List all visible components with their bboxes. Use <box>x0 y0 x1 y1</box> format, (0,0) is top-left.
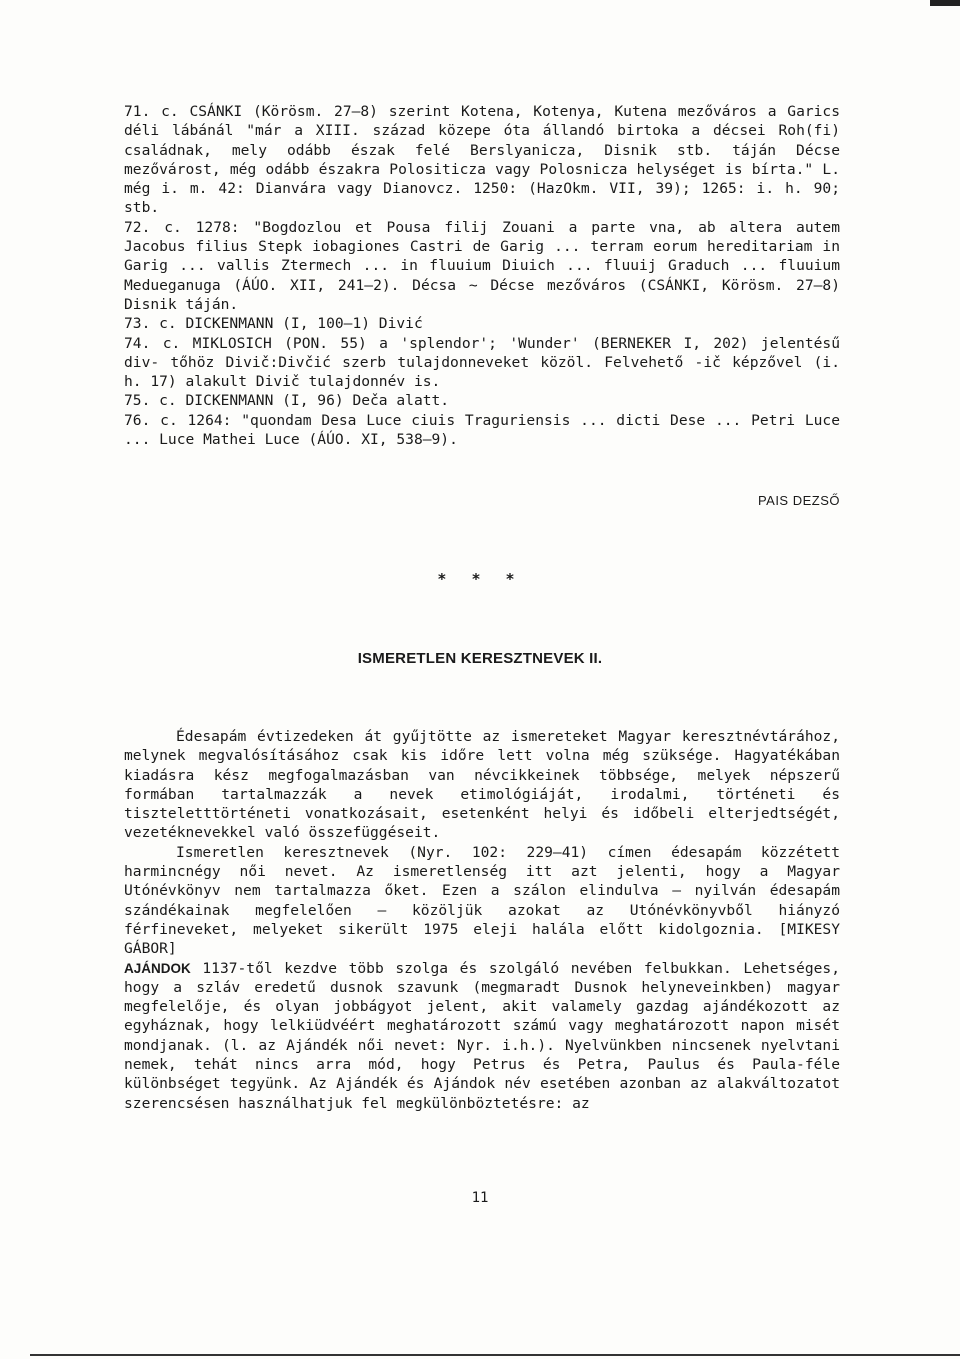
note-72: 72. c. 1278: "Bogdozlou et Pousa filij Zouani a parte vna, ab altera autem Jacobus filius Stepk iobagiones Castri de Garig ... terram eorum hereditariam in Garig ... vallis Ztermech ... in fluuium Diuich ... fluuij Graduch ... fluuium Medueganuga (ÁÚO. XII, 241–2). Décsa ~ Décse mezőváros (CSÁNKI, Körösm. 27–8) Disnik táján. <box>124 218 840 313</box>
scan-edge-line <box>30 1354 960 1356</box>
entry-text: 1137-től kezdve több szolga és szolgáló nevében felbukkan. Lehetséges, hogy a szláv eredetű dusnok szavunk (megmaradt Dusnok helyneveinkben) magyar megfelelője, és olyan jobbágyot jelent, akit valamely gazdag ajándékozott az egyháznak, hogy lelkiüdvéért meghatározott számú vagy meghatározott napon misét mondjanak. (l. az Ajándék női nevet: Nyr. i.h.). Nyelvünkben nincsenek nyelvtani nemek, tehát nincs arra mód, hogy Petrus és Petra, Paulus és Paula-féle különbséget tegyünk. Az Ajándék és Ajándok név esetében azonban az alakváltozatot szerencsésen használhatjuk fel megkülönböztetésre: az <box>124 959 840 1112</box>
note-75: 75. c. DICKENMANN (I, 96) Deča alatt. <box>124 392 450 410</box>
entry-ajandok <box>124 959 840 1113</box>
section-separator: * * * <box>437 570 523 588</box>
author-signature: PAIS DEZSŐ <box>757 493 840 508</box>
article-paragraph-2: Ismeretlen keresztnevek (Nyr. 102: 229–41) címen édesapám közzétett harmincnégy női nevet. Az ismeretlenség itt azt jelenti, hogy a Magyar Utónévkönyv nem tartalmazza őket. Ezen a szálon elindulva – nyilván édesapám szándékainak megfelelően – közöljük azokat az Utónévkönyvből hiányzó férfineveket, melyeket sikerült 1975 eleji halála előtt kidolgoznia. [MIKESY GÁBOR] <box>124 843 840 958</box>
page-number: 11 <box>471 1190 489 1206</box>
article-body <box>124 727 840 1113</box>
note-76: 76. c. 1264: "quondam Desa Luce ciuis Traguriensis ... dicti Dese ... Petri Luce ... Luce Mathei Luce (ÁÚO. XI, 538–9). <box>124 411 840 449</box>
footnotes-section <box>124 102 840 449</box>
note-74: 74. c. MIKLOSICH (PON. 55) a 'splendor'; 'Wunder' (BERNEKER I, 202) jelentésű div- tőhöz Divič:Divčić szerb tulajdonneveket közöl. Felvehető -ič képzővel (i. h. 17) alakult Divič tulajdonnév is. <box>124 334 840 391</box>
article-title: ISMERETLEN KERESZTNEVEK II. <box>357 650 603 667</box>
entry-headword: AJÁNDOK <box>124 960 191 976</box>
article-paragraph-1: Édesapám évtizedeken át gyűjtötte az ismereteket Magyar keresztnévtárához, melynek megvalósításához csak kis időre lett volna még szüksége. Hagyatékában kiadásra kész megfogalmazásban van névcikkeinek többsége, melyek népszerű formában tartalmazzák a nevek etimológiáját, irodalmi, történeti és tiszteletttörténeti vonatkozásait, esetenként helyi és időbeli elterjedtségét, vezetéknevekkel való összefüggéseit. <box>124 728 840 842</box>
note-73: 73. c. DICKENMANN (I, 100–1) Divić <box>124 315 423 333</box>
note-71: 71. c. CSÁNKI (Körösm. 27–8) szerint Kotena, Kotenya, Kutena mezőváros a Garics déli lábánál "már a XIII. század közepe óta állandó birtoka a décsei Roh(fi) családnak, mely odább észak felé Berslyanicza, Disnik stb. táján Décse mezővárost, még odább északra Polositicza vagy Polosnicza helységet is bírta." L. még i. m. 42: Dianvára vagy Dianovcz. 1250: (HazOkm. VII, 39); 1265: i. h. 90; stb. <box>124 103 840 217</box>
scan-edge-mark <box>930 0 960 6</box>
